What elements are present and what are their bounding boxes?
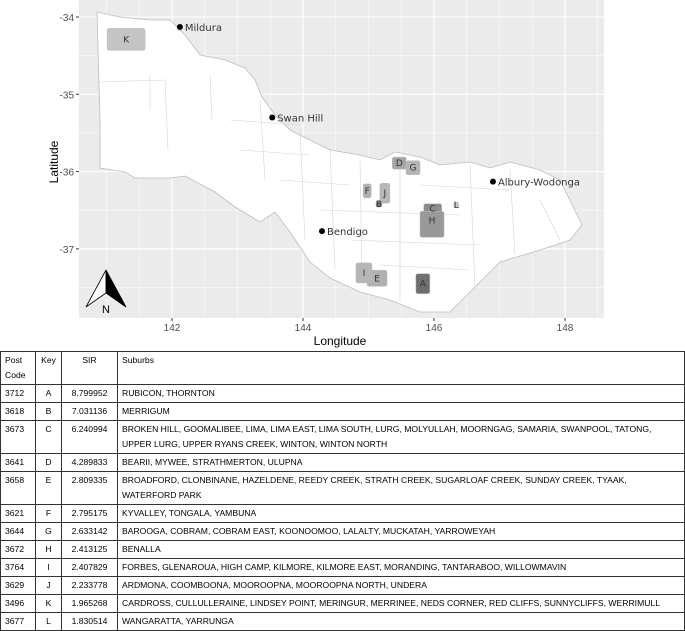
header-sir: SIR <box>62 352 118 385</box>
region-key-label: G <box>409 163 417 174</box>
cell-suburbs: BENALLA <box>118 541 685 559</box>
cell-sir: 1.830514 <box>62 613 118 631</box>
cell-postcode: 3629 <box>1 577 36 595</box>
cell-postcode: 3673 <box>1 421 36 454</box>
region-key-label: I <box>362 268 366 279</box>
table-row <box>1 577 685 595</box>
cell-postcode: 3496 <box>1 595 36 613</box>
x-tick-label: 146 <box>425 323 443 334</box>
x-tick-label: 148 <box>556 323 574 334</box>
cell-suburbs: ARDMONA, COOMBOONA, MOOROOPNA, MOOROOPNA NORTH, UNDERA <box>118 577 685 595</box>
cell-sir: 4.289833 <box>62 454 118 472</box>
x-tick-label: 144 <box>294 323 312 334</box>
city-label: Mildura <box>184 23 222 35</box>
table-row <box>1 385 685 403</box>
table-row <box>1 505 685 523</box>
city-label: Albury-Wodonga <box>497 177 581 189</box>
cell-sir: 2.809335 <box>62 472 118 505</box>
cell-postcode: 3764 <box>1 559 36 577</box>
cell-suburbs: FORBES, GLENAROUA, HIGH CAMP, KILMORE, KILMORE EAST, MORANDING, TANTARABOO, WILLOWMAVIN <box>118 559 685 577</box>
cell-postcode: 3621 <box>1 505 36 523</box>
cell-key: F <box>36 505 62 523</box>
cell-postcode: 3712 <box>1 385 36 403</box>
cell-suburbs: KYVALLEY, TONGALA, YAMBUNA <box>118 505 685 523</box>
cell-key: I <box>36 559 62 577</box>
city-marker <box>269 114 275 120</box>
region-key-label: D <box>395 159 403 170</box>
cell-sir: 7.031136 <box>62 403 118 421</box>
x-axis-label: Longitude <box>313 334 367 348</box>
cell-suburbs: CARDROSS, CULLULLERAINE, LINDSEY POINT, MERINGUR, MERRINEE, NEDS CORNER, RED CLIFFS, SUNNYCLIFFS, WERRIMULL <box>118 595 685 613</box>
cell-key: H <box>36 541 62 559</box>
table-header-row <box>1 352 685 385</box>
cell-sir: 8.799952 <box>62 385 118 403</box>
cell-key: K <box>36 595 62 613</box>
cell-suburbs: BROKEN HILL, GOOMALIBEE, LIMA, LIMA EAST, LIMA SOUTH, LURG, MOLYULLAH, MOORNGAG, SAMARIA, SWANPOOL, TATONG, UPPER LURG, UPPER RYANS CREEK, WINTON, WINTON NORTH <box>118 421 685 454</box>
cell-suburbs: WANGARATTA, YARRUNGA <box>118 613 685 631</box>
cell-suburbs: BROADFORD, CLONBINANE, HAZELDENE, REEDY CREEK, STRATH CREEK, SUGARLOAF CREEK, SUNDAY CREEK, TYAAK, WATERFORD PARK <box>118 472 685 505</box>
table-row <box>1 595 685 613</box>
region-key-label: F <box>364 186 370 197</box>
cell-key: A <box>36 385 62 403</box>
cell-key: J <box>36 577 62 595</box>
y-tick-label: -34 <box>59 13 74 24</box>
cell-postcode: 3644 <box>1 523 36 541</box>
cell-sir: 6.240994 <box>62 421 118 454</box>
cell-postcode: 3641 <box>1 454 36 472</box>
city-marker <box>177 24 183 30</box>
cell-postcode: 3658 <box>1 472 36 505</box>
city-marker <box>319 228 325 234</box>
region-key-label: J <box>383 189 387 200</box>
y-tick-label: -35 <box>59 90 74 102</box>
cell-sir: 2.407829 <box>62 559 118 577</box>
cell-suburbs: BEARII, MYWEE, STRATHMERTON, ULUPNA <box>118 454 685 472</box>
cell-sir: 2.633142 <box>62 523 118 541</box>
region-key-label: H <box>428 216 436 227</box>
header-postcode: Post Code <box>1 352 36 385</box>
cell-suburbs: BAROOGA, COBRAM, COBRAM EAST, KOONOOMOO, LALALTY, MUCKATAH, YARROWEYAH <box>118 523 685 541</box>
cell-key: D <box>36 454 62 472</box>
cell-suburbs: MERRIGUM <box>118 403 685 421</box>
city-label: Swan Hill <box>277 113 324 125</box>
header-key: Key <box>36 352 62 385</box>
cell-sir: 2.795175 <box>62 505 118 523</box>
header-suburbs: Suburbs <box>118 352 685 385</box>
city-marker <box>490 179 496 185</box>
x-tick-label: 142 <box>163 323 181 334</box>
region-key-label: L <box>453 200 459 211</box>
y-tick-label: -36 <box>59 167 74 179</box>
region-key-label: K <box>123 35 130 46</box>
y-axis-label: Latitude <box>47 140 61 184</box>
cell-key: B <box>36 403 62 421</box>
table-row <box>1 523 685 541</box>
table-row <box>1 541 685 559</box>
sir-table <box>0 351 685 631</box>
north-label: N <box>102 304 110 316</box>
cell-sir: 2.413125 <box>62 541 118 559</box>
cell-suburbs: RUBICON, THORNTON <box>118 385 685 403</box>
y-tick-label: -37 <box>59 244 74 256</box>
table-row <box>1 403 685 421</box>
cell-sir: 2.233778 <box>62 577 118 595</box>
table-row <box>1 454 685 472</box>
cell-key: L <box>36 613 62 631</box>
cell-key: G <box>36 523 62 541</box>
table-row <box>1 421 685 454</box>
table-row <box>1 559 685 577</box>
city-label: Bendigo <box>326 227 368 239</box>
cell-key: E <box>36 472 62 505</box>
cell-sir: 1.965268 <box>62 595 118 613</box>
cell-key: C <box>36 421 62 454</box>
region-key-label: C <box>429 204 436 215</box>
region-key-label: B <box>375 200 383 211</box>
table-row <box>1 613 685 631</box>
region-key-label: A <box>419 279 426 290</box>
table-row <box>1 472 685 505</box>
region-key-label: E <box>374 274 380 285</box>
cell-postcode: 3618 <box>1 403 36 421</box>
cell-postcode: 3677 <box>1 613 36 631</box>
cell-postcode: 3672 <box>1 541 36 559</box>
